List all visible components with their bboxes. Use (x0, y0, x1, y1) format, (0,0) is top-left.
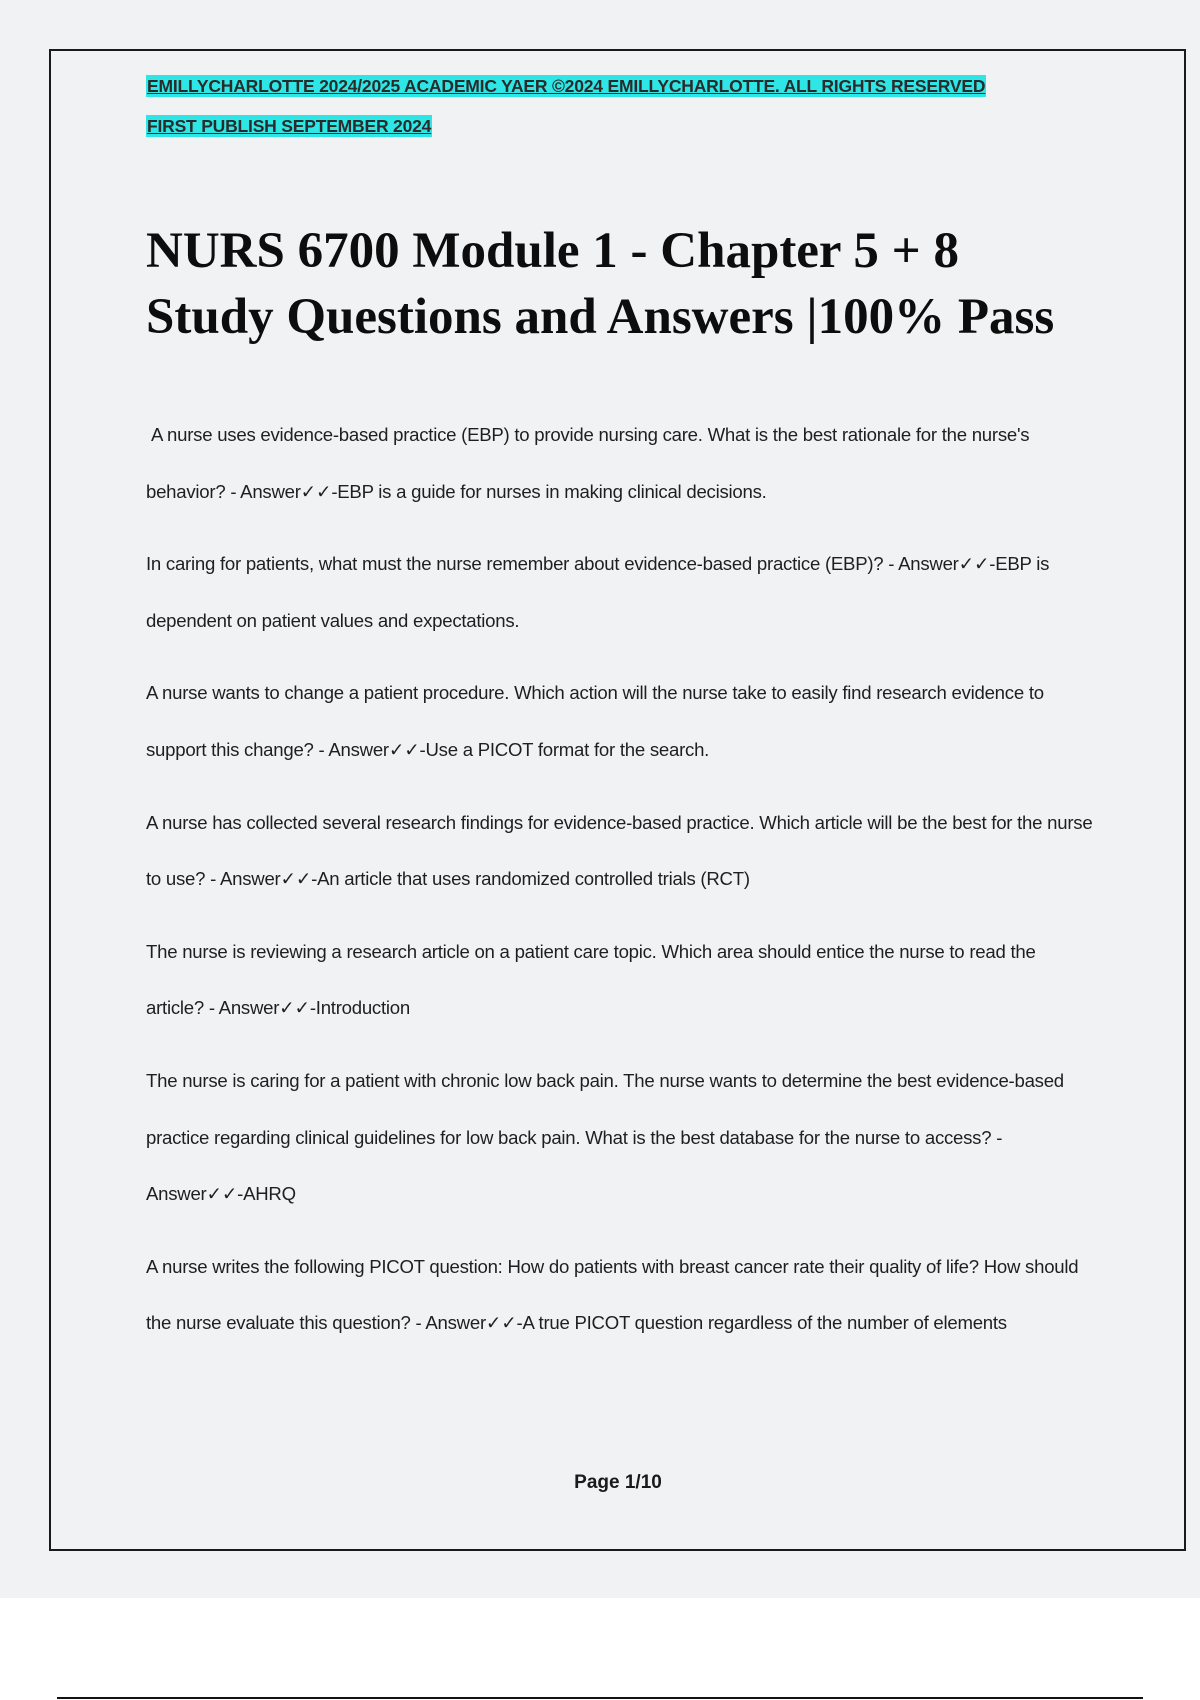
document-title (146, 218, 1106, 350)
title-line-1: NURS 6700 Module 1 - Chapter 5 + 8 (146, 223, 959, 279)
qa-item: A nurse has collected several research findings for evidence-based practice. Which article will be the best for the nurse to use? - Answer✓✓-An article that uses randomized controlled trials (RCT) (146, 811, 1093, 890)
qa-item: A nurse writes the following PICOT question: How do patients with breast cancer rate their quality of life? How should the nurse evaluate this question? - Answer✓✓-A true PICOT question regardless of the number of elements (146, 1255, 1079, 1334)
publish-date-header: FIRST PUBLISH SEPTEMBER 2024 (147, 116, 432, 136)
qa-item: A nurse wants to change a patient procedure. Which action will the nurse take to easily find research evidence to support this change? - Answer✓✓-Use a PICOT format for the search. (146, 682, 1044, 760)
page-number: Page 1/10 (574, 1472, 662, 1493)
qa-item: A nurse uses evidence-based practice (EBP) to provide nursing care. What is the best rationale for the nurse's behavior? - Answer✓✓-EBP is a guide for nurses in making clinical decisions. (146, 424, 1030, 502)
title-line-2: Study Questions and Answers |100% Pass (146, 289, 1055, 345)
qa-item: The nurse is reviewing a research article on a patient care topic. Which area should entice the nurse to read the article? - Answer✓✓-Introduction (146, 940, 1036, 1019)
qa-item: The nurse is caring for a patient with chronic low back pain. The nurse wants to determine the best evidence-based practice regarding clinical guidelines for low back pain. What is the best database for the nurse to access? - Answer✓✓-AHRQ (146, 1069, 1064, 1205)
question-answer-list (146, 407, 1096, 1368)
next-page-divider (57, 1697, 1143, 1699)
qa-item: In caring for patients, what must the nurse remember about evidence-based practice (EBP)? - Answer✓✓-EBP is dependent on patient values and expectations. (146, 553, 1050, 631)
copyright-header: EMILLYCHARLOTTE 2024/2025 ACADEMIC YAER ©2024 EMILLYCHARLOTTE. ALL RIGHTS RESERVED (147, 76, 986, 96)
